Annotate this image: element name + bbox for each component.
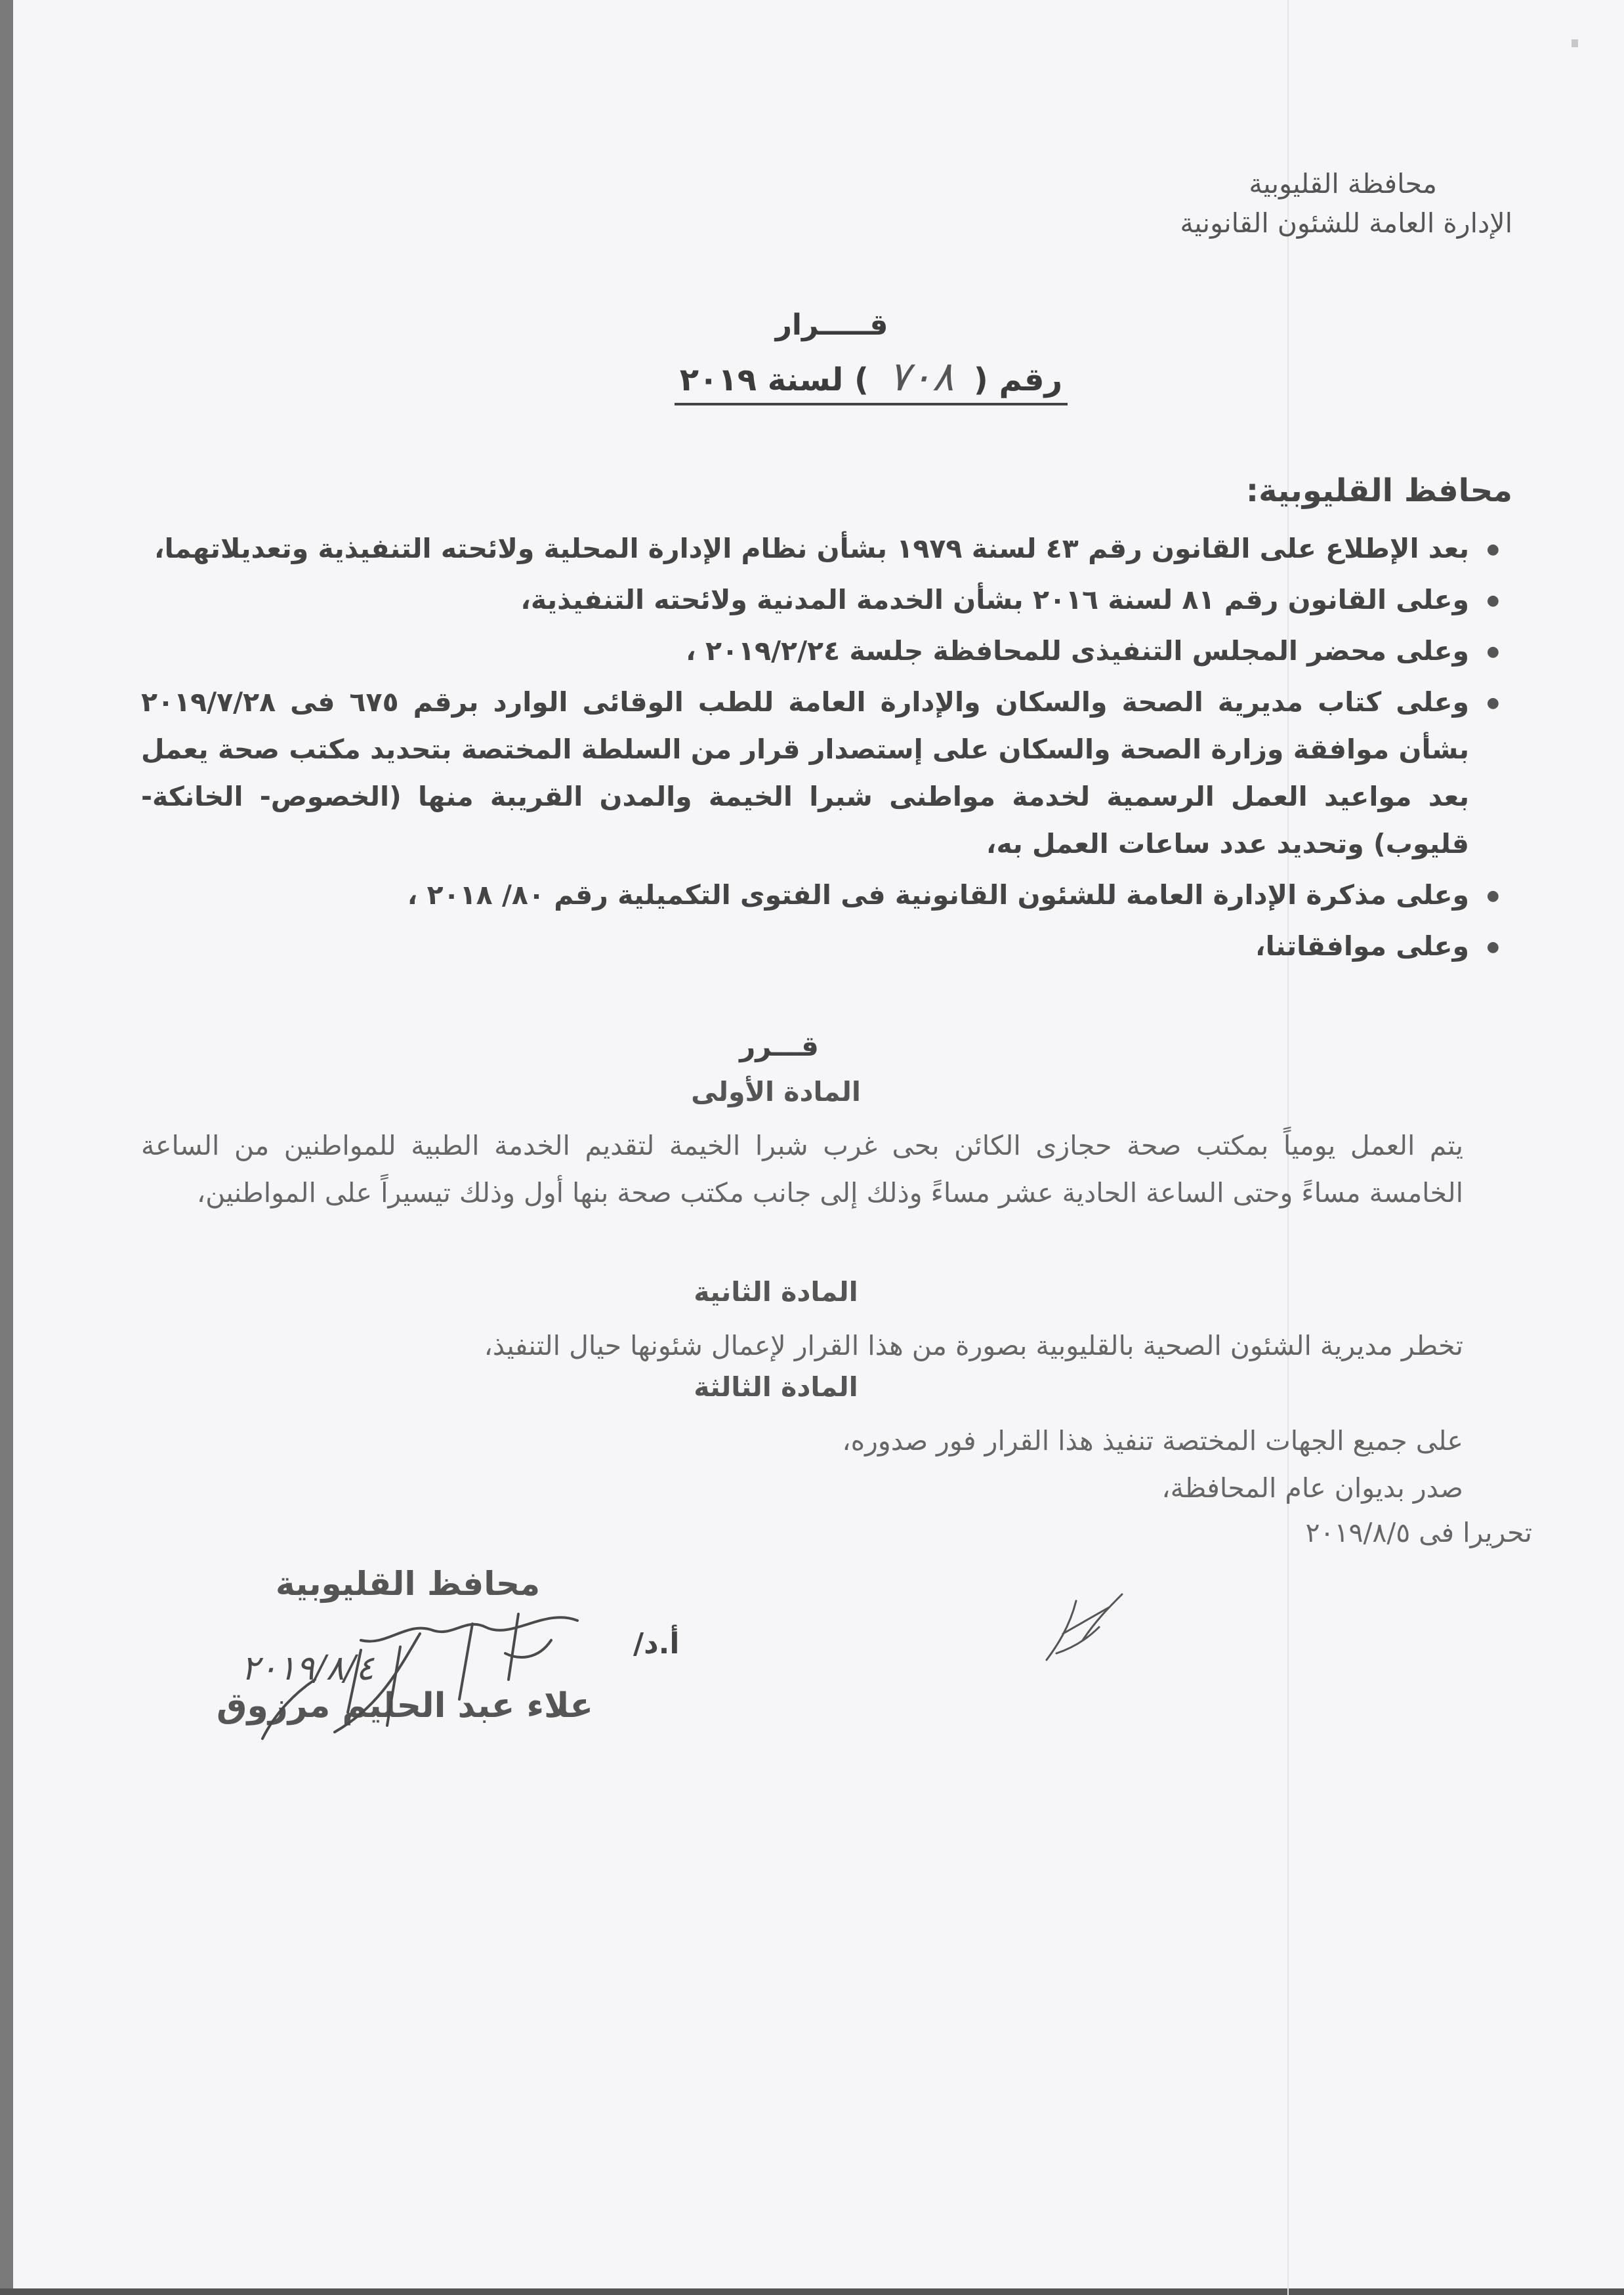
preamble-item: ● وعلى موافقاتنا، [141,922,1469,970]
signatory-name: علاء عبد الحليم مرزوق [217,1686,594,1726]
handwritten-initials [1037,1588,1135,1666]
number-prefix: رقم ( [973,362,1063,398]
dated-line: تحريرا فى ٢٠١٩/٨/٥ [1305,1517,1532,1548]
article-1-heading: المادة الأولى [691,1076,861,1107]
signature-date: ٢٠١٩/٨/٤ [241,1649,374,1688]
article-2-text: تخطر مديرية الشئون الصحية بالقليوبية بصورة من هذا القرار لإعمال شئونها حيال التنفيذ، [484,1330,1463,1361]
number-suffix: ) لسنة ٢٠١٩ [679,362,869,398]
issued-line: صدر بديوان عام المحافظة، [1161,1472,1463,1504]
preamble-item: ● وعلى مذكرة الإدارة العامة للشئون القانونية فى الفتوى التكميلية رقم ٨٠/ ٢٠١٨ ، [141,871,1469,919]
signatory-prefix: أ.د/ [633,1627,680,1661]
department-name: الإدارة العامة للشئون القانونية [1180,207,1512,239]
article-2-heading: المادة الثانية [694,1276,858,1308]
decision-word: قـــرر [739,1030,819,1062]
decision-number-line [675,352,1068,405]
scan-speck [1572,39,1578,47]
scan-bottom-edge [0,2288,1624,2295]
preamble-item: ● بعد الإطلاع على القانون رقم ٤٣ لسنة ١٩٧٩ بشأن نظام الإدارة المحلية ولائحته التنفيذية وتعديلاتهما، [141,525,1469,572]
preamble-item: ● وعلى كتاب مديرية الصحة والسكان والإدارة العامة للطب الوقائى الوارد برقم ٦٧٥ فى ٢٠١٩/٧/٢٨ بشأن موافقة وزارة الصحة والسكان على إستصدار قرار من السلطة المختصة بتحديد مكتب صحة يعمل بعد مواعيد العمل الرسمية لخدمة مواطنى شبرا الخيمة والمدن القريبة منها (الخصوص- الخانكة- قليوب) وتحديد عدد ساعات العمل به، [141,678,1469,867]
letterhead [1180,164,1512,243]
preamble-list [141,525,1499,974]
handwritten-signature [236,1601,604,1752]
article-3-heading: المادة الثالثة [694,1371,858,1403]
preamble-item: ● وعلى القانون رقم ٨١ لسنة ٢٠١٦ بشأن الخدمة المدنية ولائحته التنفيذية، [141,576,1469,623]
addressee: محافظ القليوبية: [1245,472,1512,509]
article-1-text: يتم العمل يومياً بمكتب صحة حجازى الكائن بحى غرب شبرا الخيمة لتقديم الخدمة الطبية للمواطنين من الساعة الخامسة مساءً وحتى الساعة الحادية عشر مساءً وذلك إلى جانب مكتب صحة بنها أول وذلك تيسيراً على المواطنين، [141,1130,1463,1209]
decision-title [0,308,1624,405]
governorate-name: محافظة القليوبية [1249,168,1437,199]
decision-number: ٧٠٨ [888,352,954,400]
article-3-text: على جميع الجهات المختصة تنفيذ هذا القرار فور صدوره، [842,1425,1463,1457]
preamble-item: ● وعلى محضر المجلس التنفيذى للمحافظة جلسة ٢٠١٩/٢/٢٤ ، [141,627,1469,674]
title-word: قـــــرار [775,308,888,342]
signatory-title: محافظ القليوبية [276,1565,541,1603]
